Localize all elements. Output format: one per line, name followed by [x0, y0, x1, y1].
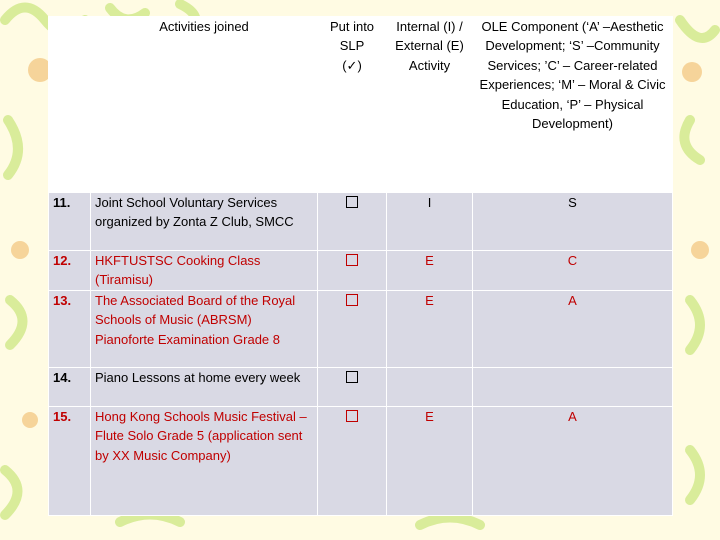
- table-row: [49, 290, 673, 367]
- header-number-cell: [49, 17, 91, 193]
- activities-table: [48, 16, 673, 516]
- header-activities: Activities joined: [91, 17, 318, 193]
- row-slp-checkbox[interactable]: [318, 406, 387, 515]
- row-slp-checkbox[interactable]: [318, 367, 387, 406]
- row-number: 13.: [49, 290, 91, 367]
- row-internal-external: E: [425, 408, 434, 424]
- table-row: [49, 406, 673, 515]
- header-row: [49, 17, 673, 193]
- checkbox-icon: [346, 294, 358, 306]
- row-number: 12.: [49, 251, 91, 291]
- activities-table-container: [48, 16, 672, 514]
- header-put-into-mark: (✓): [342, 57, 362, 73]
- row-ole-component: A: [568, 292, 577, 308]
- table-row: [49, 193, 673, 251]
- header-internal-external: Internal (I) / External (E) Activity: [387, 17, 473, 193]
- row-internal-external: E: [425, 292, 434, 308]
- checkbox-icon: [346, 371, 358, 383]
- table-row: [49, 251, 673, 291]
- row-ole-component: S: [473, 193, 673, 251]
- checkbox-icon: [346, 410, 358, 422]
- row-ole-component: [473, 367, 673, 406]
- row-slp-checkbox[interactable]: [318, 251, 387, 291]
- row-activity: The Associated Board of the Royal Schools of Music (ABRSM) Pianoforte Examination Grade 8: [91, 290, 318, 367]
- row-activity: HKFTUSTSC Cooking Class (Tiramisu): [91, 251, 318, 291]
- row-internal-external: E: [425, 253, 434, 268]
- row-internal-external: I: [387, 193, 473, 251]
- header-ole-component: OLE Component (‘A’ –Aesthetic Development; ‘S’ –Community Services; ’C’ – Career-related Experiences; ‘M’ – Moral & Civic Education, ‘P’ – Physical Development): [473, 17, 673, 193]
- row-number: 15.: [49, 406, 91, 515]
- row-internal-external: [387, 367, 473, 406]
- row-number: 11.: [49, 193, 91, 251]
- row-number: 14.: [49, 367, 91, 406]
- header-put-into-label: Put into SLP: [329, 19, 375, 54]
- row-slp-checkbox[interactable]: [318, 193, 387, 251]
- header-put-into-slp: [318, 17, 387, 193]
- row-ole-component: C: [567, 253, 578, 268]
- row-activity: Piano Lessons at home every week: [91, 367, 318, 406]
- row-slp-checkbox[interactable]: [318, 290, 387, 367]
- row-activity: Joint School Voluntary Services organized by Zonta Z Club, SMCC: [91, 193, 318, 251]
- checkbox-icon: [346, 196, 358, 208]
- table-row: [49, 367, 673, 406]
- checkbox-icon: [346, 254, 358, 266]
- row-activity: Hong Kong Schools Music Festival – Flute Solo Grade 5 (application sent by XX Music Company): [91, 406, 318, 515]
- row-ole-component: A: [568, 408, 577, 424]
